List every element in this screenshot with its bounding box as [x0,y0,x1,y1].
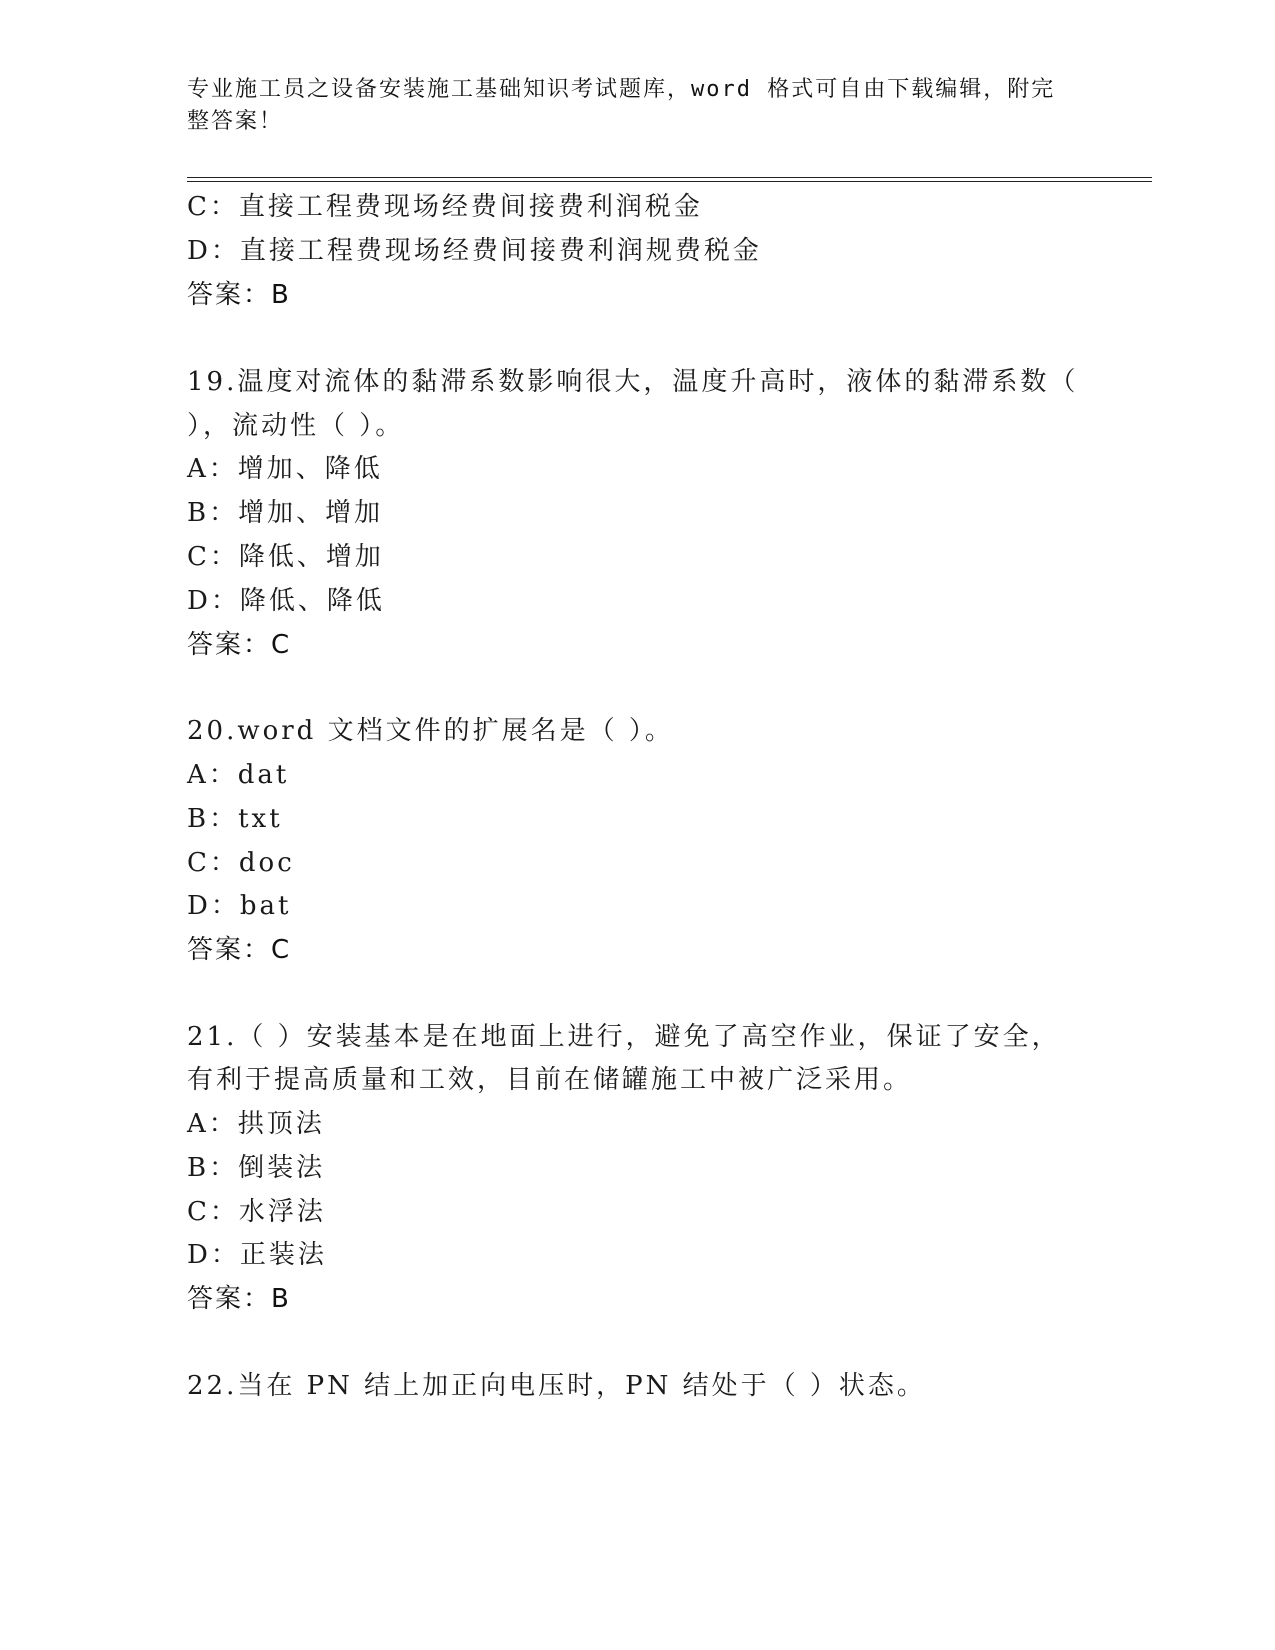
option-c: C：doc [187,848,295,878]
answer: 答案：C [187,630,292,660]
header-line-2: 整答案！ [187,109,284,134]
option-d: D：降低、降低 [187,586,385,616]
option-a: A：增加、降低 [187,454,383,484]
option-a: A：拱顶法 [187,1109,325,1139]
option-b: B：txt [187,804,283,834]
option-d: D：bat [187,891,292,921]
question-stem: ），流动性（ ）。 [187,411,405,441]
answer: 答案：C [187,935,292,965]
option-a: A：dat [187,760,290,790]
option-c: C：降低、增加 [187,542,384,572]
header-line-1: 专业施工员之设备安装施工基础知识考试题库，word 格式可自由下载编辑，附完 [187,77,1056,102]
answer: 答案：B [187,280,291,310]
question-stem: 20.word 文档文件的扩展名是（ ）。 [187,716,674,746]
question-stem: 有利于提高质量和工效，目前在储罐施工中被广泛采用。 [187,1065,913,1095]
question-stem: 21.（ ）安装基本是在地面上进行，避免了高空作业，保证了安全， [187,1022,1061,1052]
header-rule-top [187,177,1152,178]
option-c: C：直接工程费现场经费间接费利润税金 [187,192,703,222]
option-d: D：正装法 [187,1240,327,1270]
document-header [187,74,1077,138]
question-stem: 22.当在 PN 结上加正向电压时，PN 结处于（ ）状态。 [187,1371,926,1401]
option-d: D：直接工程费现场经费间接费利润规费税金 [187,236,762,266]
question-stem: 19.温度对流体的黏滞系数影响很大，温度升高时，液体的黏滞系数（ [187,367,1079,397]
option-b: B：倒装法 [187,1153,326,1183]
header-rule-bottom [187,181,1152,182]
option-c: C：水浮法 [187,1197,326,1227]
answer: 答案：B [187,1284,291,1314]
option-b: B：增加、增加 [187,498,384,528]
